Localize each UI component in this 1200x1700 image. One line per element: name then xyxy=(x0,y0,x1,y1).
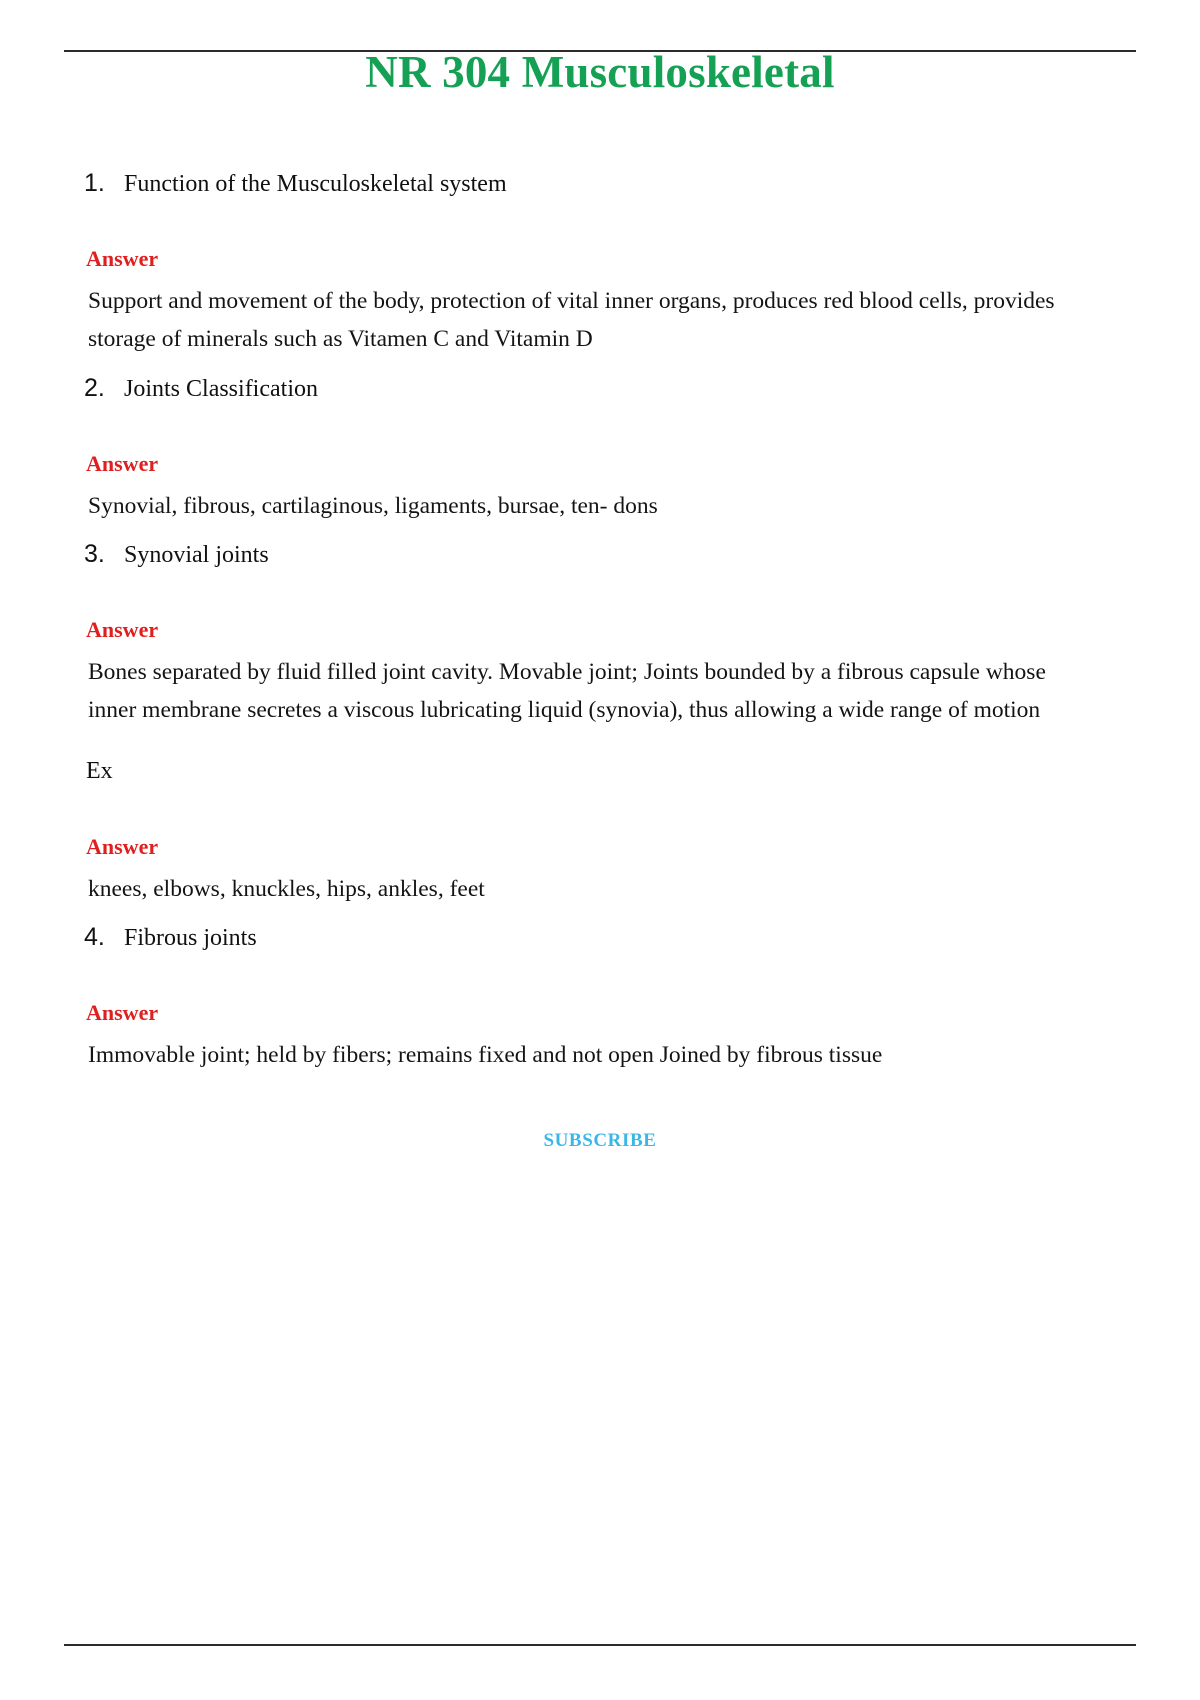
question-text: Ex xyxy=(86,758,113,785)
question-text: Joints Classification xyxy=(124,375,318,402)
page-title: NR 304 Musculoskeletal xyxy=(365,47,835,97)
qa-block xyxy=(74,529,1126,730)
footer-divider xyxy=(64,1644,1136,1646)
answer-label: Answer xyxy=(86,246,159,272)
qa-block xyxy=(74,912,1126,1074)
answer-label: Answer xyxy=(86,1000,159,1026)
qa-block xyxy=(74,363,1126,525)
question-number: 2. xyxy=(84,373,105,402)
answer-label: Answer xyxy=(86,833,159,859)
question-text: Function of the Musculoskeletal system xyxy=(124,171,507,197)
question-row xyxy=(84,158,1126,200)
answer-text: Synovial, fibrous, cartilaginous, ligaments, bursae, ten- dons xyxy=(88,492,658,519)
question-text: Synovial joints xyxy=(124,541,269,568)
question-row xyxy=(84,529,1126,571)
answer-text: knees, elbows, knuckles, hips, ankles, feet xyxy=(88,875,485,902)
question-row xyxy=(84,363,1126,405)
answer-label: Answer xyxy=(86,617,159,643)
answer-text: Bones separated by fluid filled joint cavity. Movable joint; Joints bounded by a fibrous capsule whose inner membrane secretes a viscous lubricating liquid (synovia), thus allowing a wide range of motion xyxy=(88,659,1046,724)
subscribe-link[interactable]: SUBSCRIBE xyxy=(543,1130,657,1152)
document-content xyxy=(64,158,1136,1152)
header-divider xyxy=(64,50,1136,52)
qa-block xyxy=(74,733,1126,907)
question-number: 4. xyxy=(84,922,105,951)
answer-text: Immovable joint; held by fibers; remains fixed and not open Joined by fibrous tissue xyxy=(88,1042,883,1069)
answer-text: Support and movement of the body, protection of vital inner organs, produces red blood cells, provides storage of minerals such as Vitamen C and Vitamin D xyxy=(88,288,1055,353)
question-row xyxy=(84,912,1126,954)
answer-label: Answer xyxy=(86,450,159,476)
question-number: 1. xyxy=(84,169,105,197)
subscribe-container xyxy=(74,1130,1126,1152)
question-number: 3. xyxy=(84,539,105,568)
qa-block xyxy=(74,158,1126,359)
question-text: Fibrous joints xyxy=(124,924,257,951)
